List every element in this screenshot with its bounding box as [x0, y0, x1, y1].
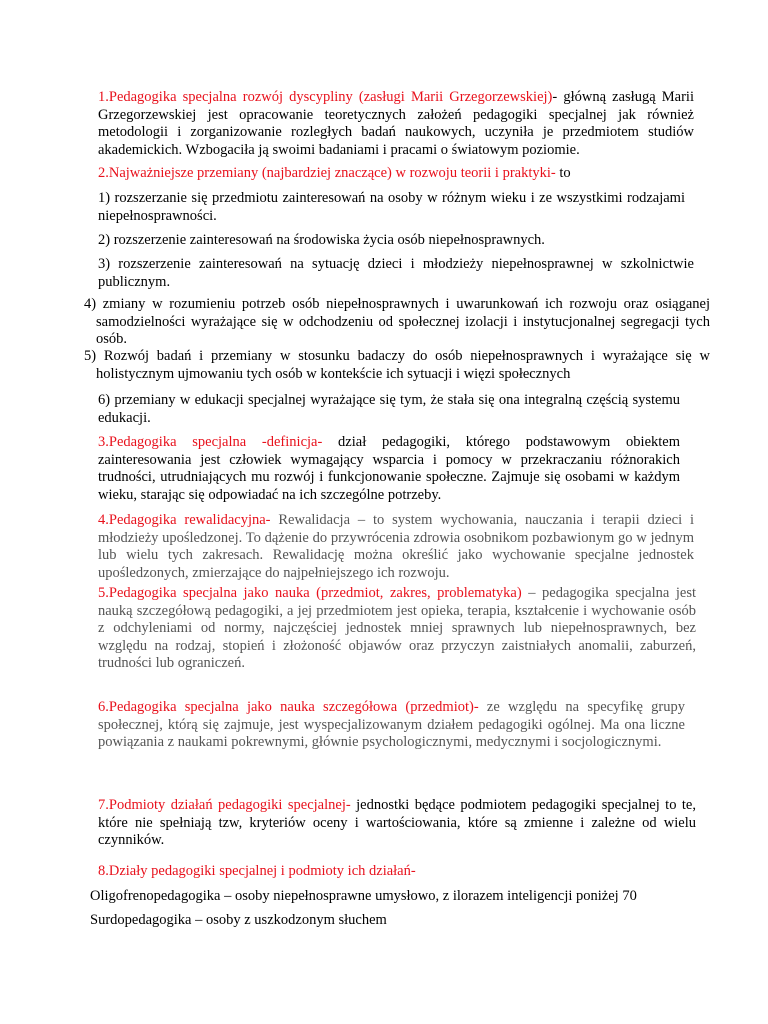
section-4-heading: 4.Pedagogika rewalidacyjna- — [98, 512, 271, 528]
section-2-body: to — [555, 165, 571, 181]
section-7 — [98, 797, 696, 850]
section-3-body: dział pedagogiki, którego podstawowym obiektem zainteresowania jest człowiek wymagający wsparcia i pomocy w przekraczaniu różnorakich trudności, utrudniających mu rozwój i funkcjonowanie społeczne. Zajmuje się osobami w każdym wieku, starając się odpowiadać na ich szczególne potrzeby. — [98, 434, 681, 503]
list-item: 6) przemiany w edukacji specjalnej wyrażające się tym, że stała się ona integralną częścią systemu edukacji. — [98, 392, 680, 426]
section-3-heading: 3.Pedagogika specjalna -definicja- — [98, 434, 323, 450]
section-4-body: Rewalidacja – to system wychowania, nauczania i terapii dzieci i młodzieży upośledzonej. To dążenie do przywrócenia zdrowia osobnikom pozbawionym go w jednym lub wielu tych zakresach. Rewalidację można określić jako wychowanie specjalne jednostek upośledzonych, zmierzające do najpełniejszego ich rozwoju. — [98, 512, 694, 581]
section-1 — [98, 89, 694, 159]
section-6 — [98, 699, 685, 752]
list-item: 2) rozszerzenie zainteresowań na środowiska życia osób niepełnosprawnych. — [98, 232, 545, 248]
section-2 — [98, 165, 694, 183]
section-7-heading: 7.Podmioty działań pedagogiki specjalnej- — [98, 797, 351, 813]
section-5-body: – pedagogika specjalna jest nauką szczegółową pedagogiki, a jej przedmiotem jest opieka, terapia, kształcenie i wychowanie osób z odchyleniami od normy, najczęściej jednostek mniej sprawnych lub niepełnosprawnych, bez względu na rodzaj, stopień i złożoność objawów oraz przyczyn zaistniałych anomalii, zaburzeń, trudności lub ograniczeń. — [98, 585, 696, 671]
list-item: 5) Rozwój badań i przemiany w stosunku badaczy do osób niepełnosprawnych i wyrażające się w holistycznym ujmowaniu tych osób w kontekście ich sytuacji i więzi społecznych — [84, 348, 710, 382]
section-4 — [98, 512, 694, 582]
section-3 — [98, 434, 680, 504]
section-1-heading: 1.Pedagogika specjalna rozwój dyscypliny (zasługi Marii Grzegorzewskiej) — [98, 89, 553, 105]
section-6-body: ze względu na specyfikę grupy społecznej, którą się zajmuje, jest wyspecjalizowanym działem pedagogiki ogólnej. Ma ona liczne powiązania z naukami pokrewnymi, głównie psychologicznymi, medycznymi i socjologicznymi. — [98, 699, 685, 750]
section-1-body: - główną zasługą Marii Grzegorzewskiej jest opracowanie teoretycznych założeń pedagogiki specjalnej jak również metodologii i zorganizowanie rozległych badań naukowych, uczyniła je przedmiotem studiów akademickich. Wzbogaciła ją swoimi badaniami i pracami o światowym poziomie. — [98, 89, 694, 158]
section-5 — [98, 585, 696, 673]
section-8-heading: 8.Działy pedagogiki specjalnej i podmioty ich działań- — [98, 863, 416, 879]
list-item: Surdopedagogika – osoby z uszkodzonym słuchem — [90, 912, 387, 928]
list-item: 4) zmiany w rozumieniu potrzeb osób niepełnosprawnych i uwarunkowań ich rozwoju oraz osiąganej samodzielności wyrażające się w odchodzeniu od społecznej izolacji i instytucjonalnej segregacji tych osób. — [84, 296, 710, 347]
section-5-heading: 5.Pedagogika specjalna jako nauka (przedmiot, zakres, problematyka) — [98, 585, 522, 601]
section-7-body: jednostki będące podmiotem pedagogiki specjalnej to te, które nie spełniają tzw, kryteriów oceny i wartościowania, które są zmienne i zależne od wielu czynników. — [98, 797, 696, 848]
list-item: 3) rozszerzenie zainteresowań na sytuację dzieci i młodzieży niepełnosprawnej w szkolnictwie publicznym. — [98, 256, 694, 290]
section-6-heading: 6.Pedagogika specjalna jako nauka szczegółowa (przedmiot)- — [98, 699, 479, 715]
section-2-heading: 2.Najważniejsze przemiany (najbardziej znaczące) w rozwoju teorii i praktyki- — [98, 165, 556, 181]
list-item: Oligofrenopedagogika – osoby niepełnosprawne umysłowo, z ilorazem inteligencji poniżej 70 — [90, 888, 637, 904]
list-item: 1) rozszerzanie się przedmiotu zainteresowań na osoby w różnym wieku i ze wszystkimi rodzajami niepełnosprawności. — [98, 190, 685, 224]
